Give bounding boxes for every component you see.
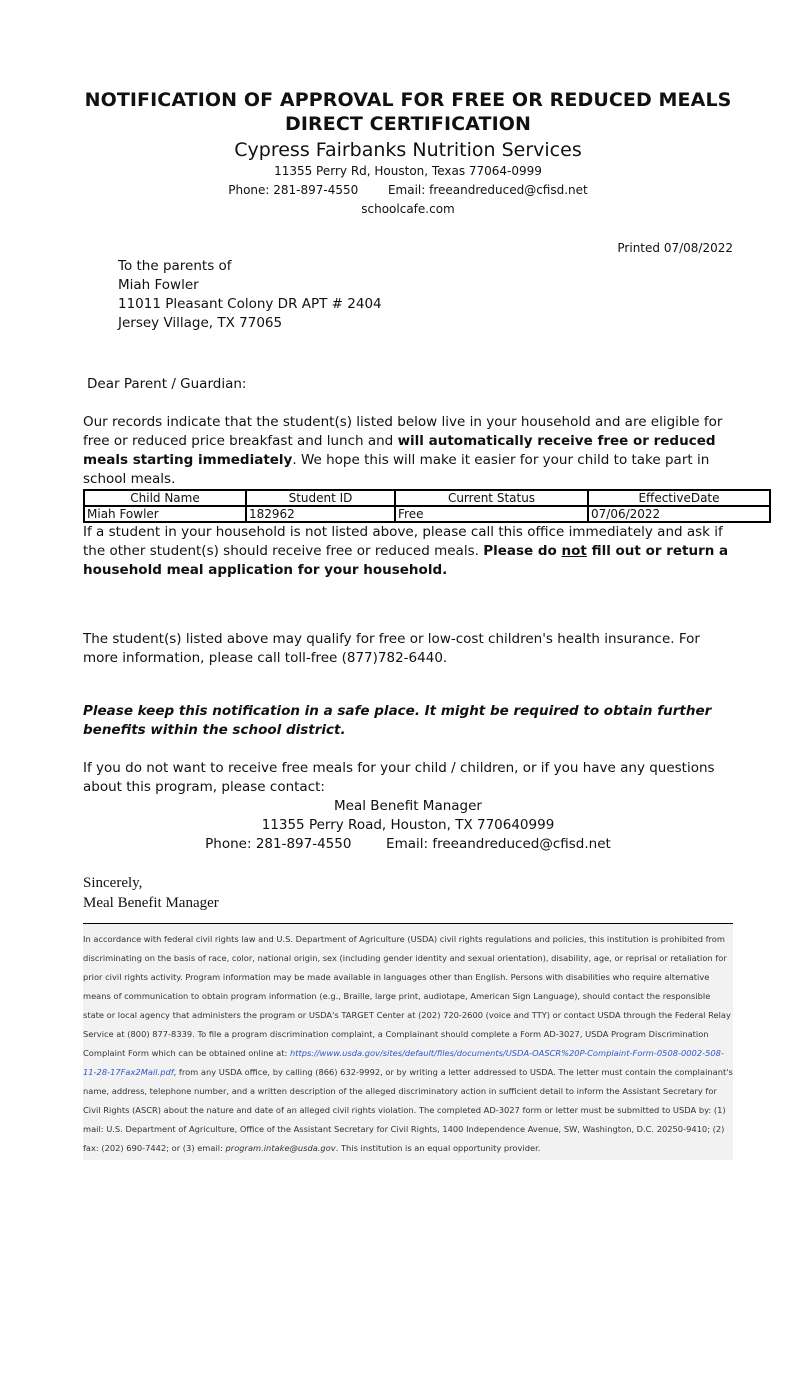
column-header-student-id: Student ID bbox=[246, 490, 395, 506]
keep-notification-paragraph: Please keep this notification in a safe place. It might be required to obtain further benefits within the school district. bbox=[83, 703, 712, 738]
table-header-row bbox=[84, 490, 770, 506]
column-header-effective-date: EffectiveDate bbox=[588, 490, 770, 506]
signature-line bbox=[83, 913, 733, 924]
printed-date: Printed 07/08/2022 bbox=[617, 241, 733, 255]
usda-email: program.intake@usda.gov bbox=[225, 1143, 336, 1153]
contact-block bbox=[83, 797, 733, 854]
eligibility-paragraph bbox=[83, 413, 733, 489]
student-table bbox=[83, 489, 771, 523]
contact-address: 11355 Perry Road, Houston, TX 770640999 bbox=[261, 817, 555, 833]
eligibility-bold-text: will automatically receive free or reduced meals starting immediately bbox=[83, 433, 716, 468]
contact-intro-paragraph: If you do not want to receive free meals for your child / children, or if you have any questions about this program, please contact: bbox=[83, 760, 715, 795]
cell-student-id: 182962 bbox=[246, 506, 395, 522]
organization-phone: Phone: 281-897-4550 bbox=[228, 183, 359, 197]
nondiscrimination-statement bbox=[83, 924, 733, 1160]
legal-text-3: . This institution is an equal opportunity provider. bbox=[335, 1143, 541, 1153]
organization-address: 11355 Perry Rd, Houston, Texas 77064-0999 bbox=[274, 164, 542, 178]
not-listed-text: If a student in your household is not listed above, please call this office immediately and ask if the other student(s) should receive free or reduced meals. bbox=[83, 524, 723, 559]
title-line-2: DIRECT CERTIFICATION bbox=[284, 113, 531, 135]
eligibility-text: Our records indicate that the student(s) listed below live in your household and are eligible for free or reduced price breakfast and lunch and bbox=[83, 414, 723, 449]
letter-title bbox=[83, 88, 733, 136]
signature-name: Meal Benefit Manager bbox=[83, 895, 219, 911]
recipient-line-1: To the parents of bbox=[118, 258, 232, 274]
contact-phone-email bbox=[83, 835, 733, 854]
contact-title: Meal Benefit Manager bbox=[334, 798, 482, 814]
contact-email: Email: freeandreduced@cfisd.net bbox=[386, 836, 611, 852]
contact-phone: Phone: 281-897-4550 bbox=[205, 836, 352, 852]
organization-website: schoolcafe.com bbox=[361, 202, 455, 216]
signature-underline bbox=[83, 923, 163, 924]
not-listed-bold-1: Please do bbox=[483, 543, 562, 559]
title-line-1: NOTIFICATION OF APPROVAL FOR FREE OR REDUCED MEALS bbox=[84, 89, 732, 111]
recipient-street: 11011 Pleasant Colony DR APT # 2404 bbox=[118, 296, 382, 312]
cell-current-status: Free bbox=[395, 506, 588, 522]
signature-closing: Sincerely, bbox=[83, 875, 143, 891]
recipient-city: Jersey Village, TX 77065 bbox=[118, 315, 283, 331]
greeting: Dear Parent / Guardian: bbox=[87, 376, 247, 392]
complaint-form-link[interactable]: https://www.usda.gov/sites/default/files/documents/USDA-OASCR%20P-Complaint-Form-0508-0002-508-11-28-17Fax2Mail.pdf bbox=[83, 1048, 724, 1077]
spacer bbox=[83, 580, 733, 630]
table-row bbox=[84, 506, 770, 522]
not-listed-paragraph bbox=[83, 523, 733, 580]
insurance-paragraph: The student(s) listed above may qualify for free or low-cost children's health insurance. For more information, please call toll-free (877)782-6440. bbox=[83, 631, 700, 666]
column-header-child-name: Child Name bbox=[84, 490, 246, 506]
organization-email: Email: freeandreduced@cfisd.net bbox=[387, 183, 588, 197]
not-listed-bold-underline: not bbox=[561, 543, 587, 559]
legal-text-1: In accordance with federal civil rights law and U.S. Department of Agriculture (USDA) civil rights regulations and policies, this institution is prohibited from discriminating on the basis of race, color, national origin, sex (including gender identity and sexual orientation), disability, age, or reprisal or retaliation for prior civil rights activity. Program information may be made available in languages other than English. Persons with disabilities who require alternative means of communication to obtain program information (e.g., Braille, large print, audiotape, American Sign Language), should contact the responsible state or local agency that administers the program or USDA's TARGET Center at (202) 720-2600 (voice and TTY) or contact USDA through the Federal Relay Service at (800) 877-8339. To file a program discrimination complaint, a Complainant should complete a Form AD-3027, USDA Program Discrimination Complaint Form which can be obtained online at: bbox=[83, 934, 731, 1058]
legal-text-2: , from any USDA office, by calling (866) 632-9992, or by writing a letter addressed to USDA. The letter must contain the complainant's name, address, telephone number, and a written description of the alleged discriminatory action in sufficient detail to inform the Assistant Secretary for Civil Rights (ASCR) about the nature and date of an alleged civil rights violation. The completed AD-3027 form or letter must be submitted to USDA by: (1) mail: U.S. Department of Agriculture, Office of the Assistant Secretary for Civil Rights, 1400 Independence Avenue, SW, Washington, D.C. 20250-9410; (2) fax: (202) 690-7442; or (3) email: bbox=[83, 1067, 733, 1153]
organization-contact bbox=[83, 181, 733, 200]
recipient-address bbox=[118, 257, 733, 333]
organization-name: Cypress Fairbanks Nutrition Services bbox=[234, 139, 582, 161]
cell-child-name: Miah Fowler bbox=[84, 506, 246, 522]
eligibility-text-end: . We hope this will make it easier for your child to take part in school meals. bbox=[83, 452, 710, 487]
column-header-current-status: Current Status bbox=[395, 490, 588, 506]
not-listed-bold-2: fill out or return a household meal application for your household. bbox=[83, 543, 729, 578]
notification-letter bbox=[83, 88, 733, 1160]
recipient-name: Miah Fowler bbox=[118, 277, 199, 293]
signature-block bbox=[83, 873, 733, 913]
cell-effective-date: 07/06/2022 bbox=[588, 506, 770, 522]
